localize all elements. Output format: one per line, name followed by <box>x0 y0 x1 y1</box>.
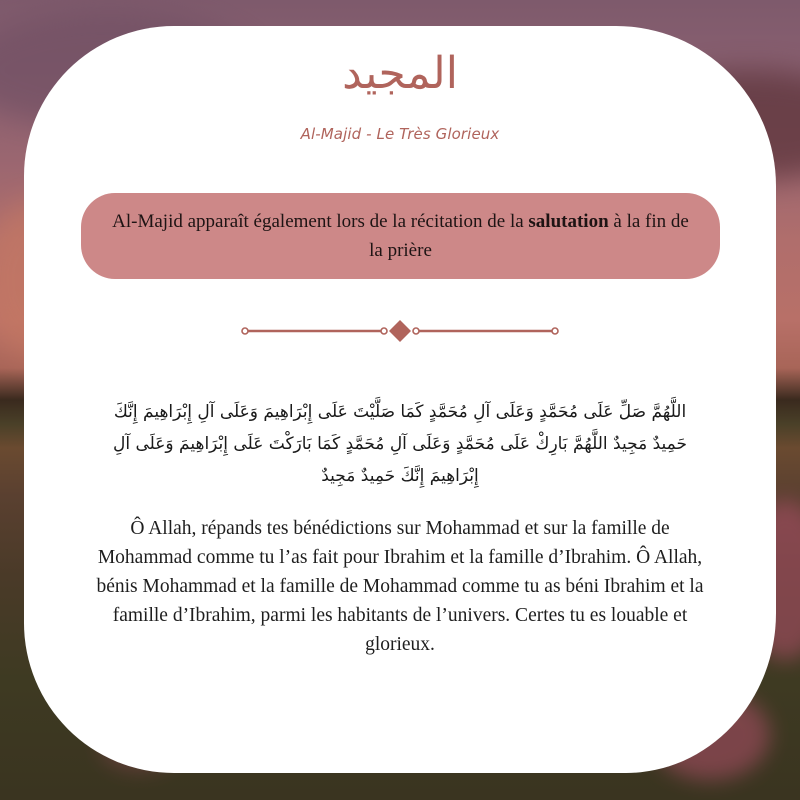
title-arabic-calligraphy: المجيد <box>342 48 458 99</box>
subtitle: Al-Majid - Le Très Glorieux <box>300 125 500 143</box>
diamond-divider-icon <box>240 318 560 344</box>
banner-text-after: à la fin de la prière <box>369 211 689 261</box>
divider-dot-right-outer <box>552 328 558 334</box>
dua-french-translation: Ô Allah, répands tes bénédictions sur Mohammad et sur la famille de Mohammad comme tu l’as fait pour Ibrahim et la famille d’Ibrahim. Ô Allah, bénis Mohammad et la famille de Mohammad comme tu as béni Ibrahim et la famille d’Ibrahim, parmi les habitants de l’univers. Certes tu es louable et glorieux. <box>96 518 704 655</box>
banner-text-before: Al-Majid apparaît également lors de la récitation de la <box>112 211 529 232</box>
banner-text-bold: salutation <box>528 211 609 232</box>
divider-dot-left-outer <box>242 328 248 334</box>
dua-arabic-text: اللَّهُمَّ صَلِّ عَلَى مُحَمَّدٍ وَعَلَى آلِ مُحَمَّدٍ كَمَا صَلَّيْتَ عَلَى إِبْرَاهِيمَ وَعَلَى آلِ إِبْرَاهِيمَ إِنَّكَ حَمِيدٌ مَجِيدٌ اللَّهُمَّ بَارِكْ عَلَى مُحَمَّدٍ وَعَلَى آلِ مُحَمَّدٍ كَمَا بَارَكْتَ عَلَى إِبْرَاهِيمَ وَعَلَى آلِ إِبْرَاهِيمَ إِنَّكَ حَمِيدٌ مَجِيدٌ <box>113 402 687 486</box>
divider-dot-left-inner <box>381 328 387 334</box>
divider-diamond <box>389 320 411 342</box>
divider-dot-right-inner <box>413 328 419 334</box>
banner-text <box>106 207 696 265</box>
info-banner <box>81 193 720 279</box>
